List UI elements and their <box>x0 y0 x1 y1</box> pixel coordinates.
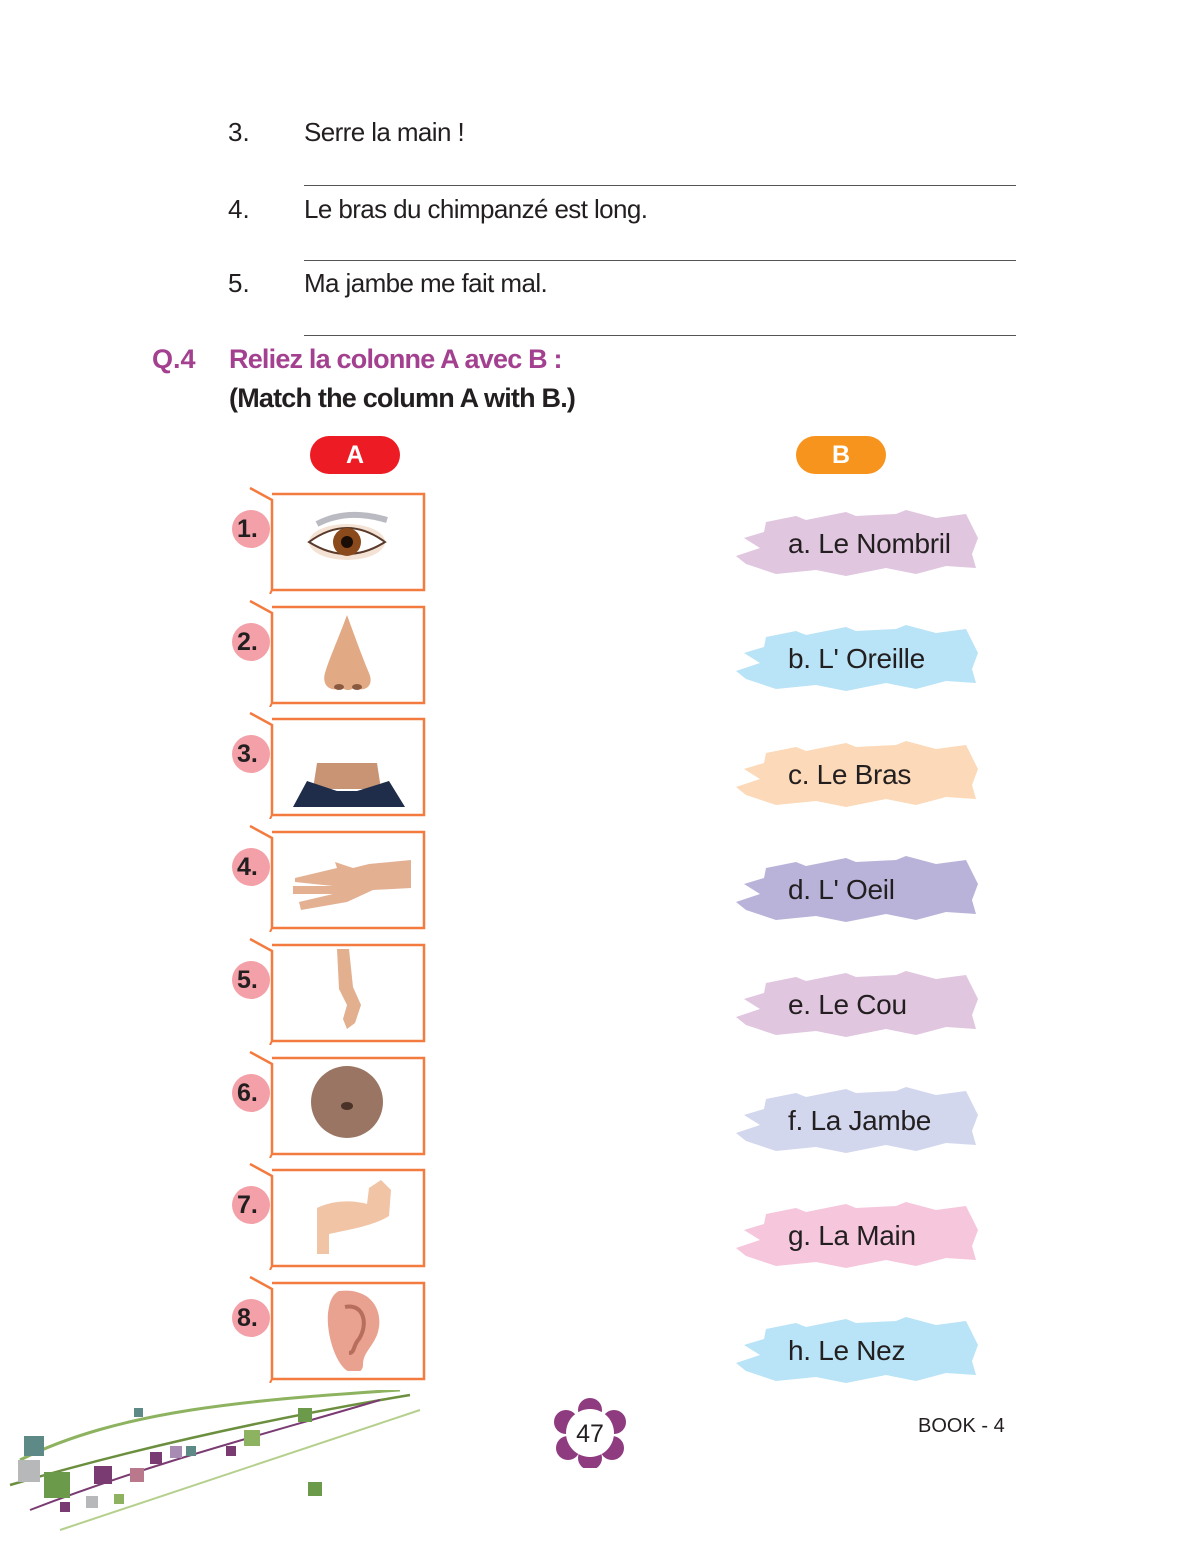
column-b-answer[interactable] <box>736 739 978 809</box>
item-number: 6. <box>232 1074 270 1112</box>
sentence-text: Serre la main ! <box>304 117 465 147</box>
column-b-answer[interactable] <box>736 1200 978 1270</box>
leg-picture <box>277 945 417 1033</box>
column-b-answer[interactable] <box>736 969 978 1039</box>
eye-picture <box>277 494 417 582</box>
question-title: Reliez la colonne A avec B : <box>229 344 562 374</box>
item-number: 3. <box>232 735 270 773</box>
column-a-item[interactable] <box>232 1162 427 1262</box>
column-a-header: A <box>310 436 400 474</box>
column-a-item[interactable] <box>232 937 427 1037</box>
column-b-answer[interactable] <box>736 623 978 693</box>
question-subtitle: (Match the column A with B.) <box>229 383 576 413</box>
item-number: 1. <box>232 510 270 548</box>
sentence-text: Le bras du chimpanzé est long. <box>304 194 648 224</box>
navel-picture <box>277 1058 417 1146</box>
answer-text: h. Le Nez <box>788 1335 906 1367</box>
item-number: 8. <box>232 1299 270 1337</box>
column-a-item[interactable] <box>232 824 427 924</box>
column-b-answer[interactable] <box>736 1085 978 1155</box>
answer-text: f. La Jambe <box>788 1104 932 1136</box>
answer-line-4[interactable] <box>304 260 1016 261</box>
sentence-number: 3. <box>228 117 250 147</box>
nose-picture <box>277 607 417 695</box>
hand-picture <box>277 832 417 920</box>
answer-text: e. Le Cou <box>788 989 907 1021</box>
answer-text: a. Le Nombril <box>788 528 951 559</box>
answer-text: b. L' Oreille <box>788 643 925 675</box>
item-number: 4. <box>232 848 270 886</box>
column-b-header: B <box>796 436 886 474</box>
page-number-badge <box>552 1398 628 1468</box>
column-b-answer[interactable] <box>736 1315 978 1385</box>
sentence-number: 4. <box>228 194 250 224</box>
page-number: 47 <box>576 1420 604 1448</box>
sentence-number: 5. <box>228 268 250 298</box>
answer-line-3[interactable] <box>304 185 1016 186</box>
decorative-vine <box>0 1390 430 1540</box>
arm-picture <box>277 1170 417 1258</box>
item-number: 7. <box>232 1186 270 1224</box>
question-label: Q.4 <box>152 344 196 374</box>
column-a-item[interactable] <box>232 711 427 811</box>
column-a-item[interactable] <box>232 486 427 586</box>
item-number: 5. <box>232 961 270 999</box>
book-label: BOOK - 4 <box>918 1415 1005 1437</box>
answer-text: c. Le Bras <box>788 758 912 790</box>
item-number: 2. <box>232 623 270 661</box>
column-a-item[interactable] <box>232 1275 427 1375</box>
ear-picture <box>277 1283 417 1371</box>
answer-text: g. La Main <box>788 1219 916 1251</box>
column-a-item[interactable] <box>232 1050 427 1150</box>
answer-line-5[interactable] <box>304 335 1016 336</box>
sentence-text: Ma jambe me fait mal. <box>304 268 548 298</box>
answer-text: d. L' Oeil <box>788 873 895 905</box>
neck-picture <box>277 719 417 807</box>
column-b-answer[interactable] <box>736 508 978 578</box>
column-a-item[interactable] <box>232 599 427 699</box>
column-b-answer[interactable] <box>736 854 978 924</box>
